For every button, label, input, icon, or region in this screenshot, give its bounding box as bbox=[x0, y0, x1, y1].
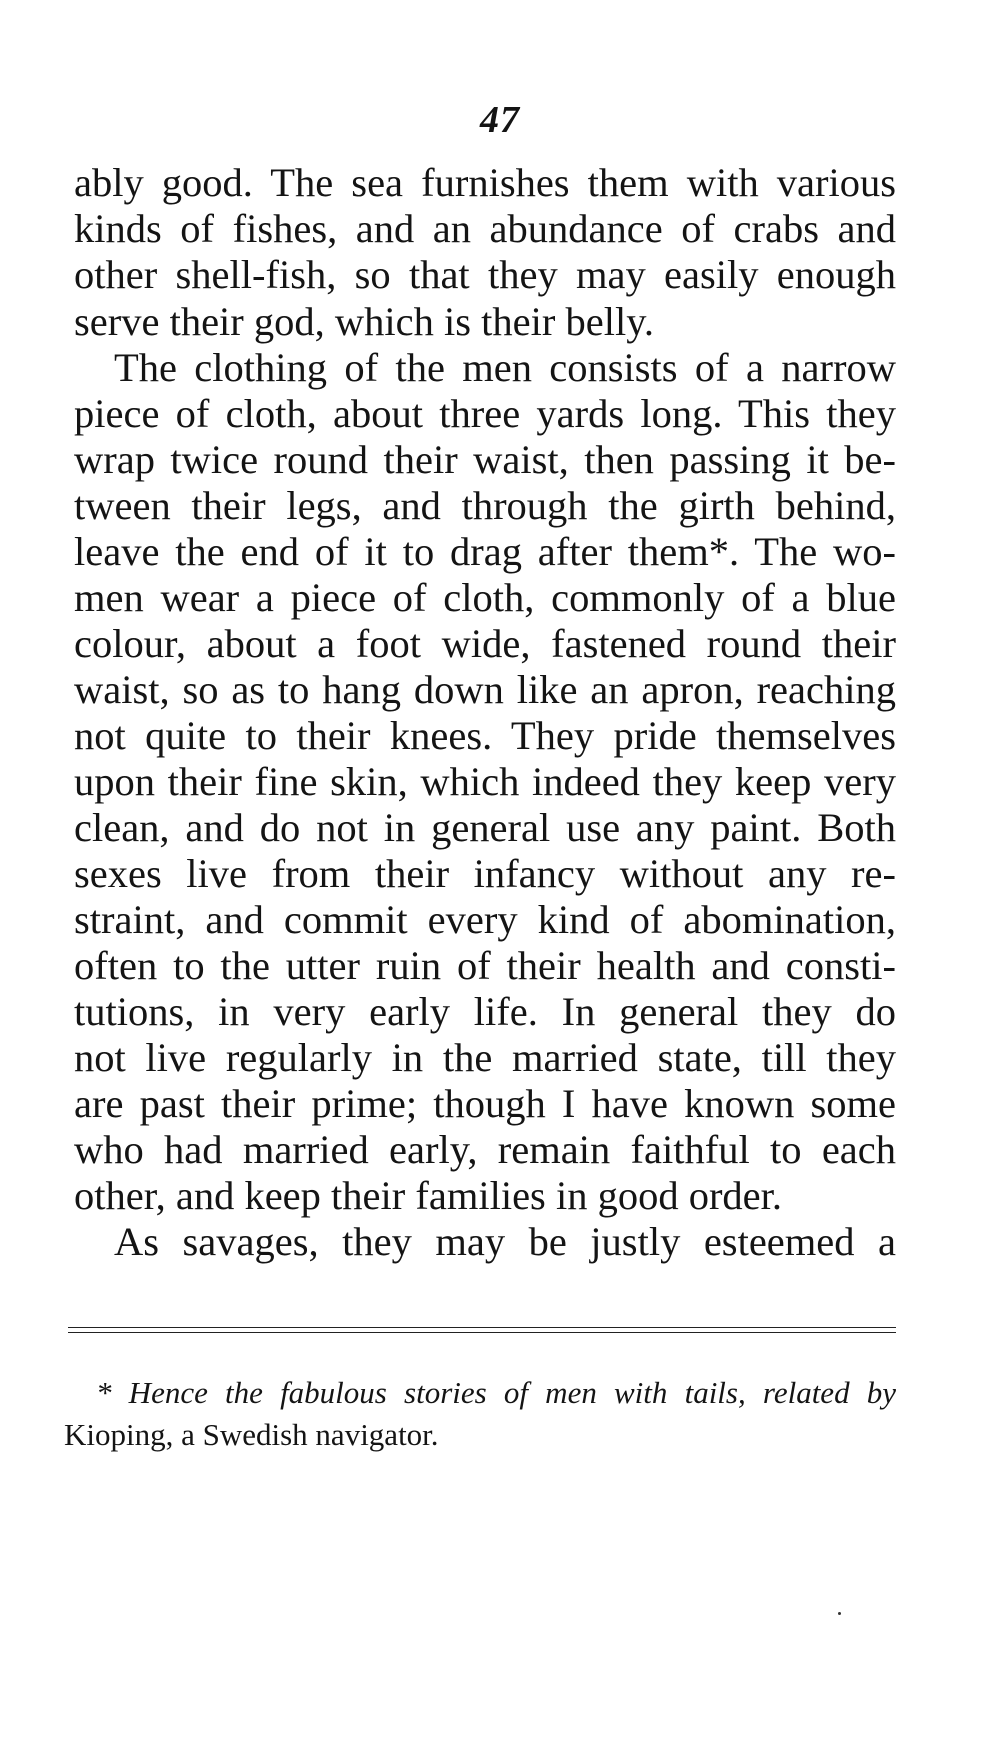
paragraph-start-line: As savages, they may be justly esteemed a bbox=[114, 1219, 896, 1264]
page-number: 47 bbox=[480, 99, 520, 141]
text-line: waist, so as to hang down like an apron, reaching bbox=[74, 667, 896, 712]
text-line: ably good. The sea furnishes them with various bbox=[74, 160, 896, 205]
text-line: are past their prime; though I have known some bbox=[74, 1081, 896, 1126]
footnote-line: * Hence the fabulous stories of men with tails, related by bbox=[96, 1375, 896, 1410]
footnote-line: Kioping, a Swedish navigator. bbox=[64, 1417, 439, 1452]
text-line: colour, about a foot wide, fastened round their bbox=[74, 621, 896, 666]
footnote-rule bbox=[68, 1327, 896, 1328]
text-line: often to the utter ruin of their health and consti- bbox=[74, 943, 896, 988]
text-line: straint, and commit every kind of abomination, bbox=[74, 897, 896, 942]
text-line: clean, and do not in general use any paint. Both bbox=[74, 805, 896, 850]
text-line: not quite to their knees. They pride themselves bbox=[74, 713, 896, 758]
text-line: other shell-fish, so that they may easily enough bbox=[74, 252, 896, 297]
text-line: other, and keep their families in good order. bbox=[74, 1173, 783, 1218]
text-line: piece of cloth, about three yards long. This they bbox=[74, 391, 896, 436]
text-line: tween their legs, and through the girth behind, bbox=[74, 483, 896, 528]
text-line: kinds of fishes, and an abundance of crabs and bbox=[74, 206, 896, 251]
text-line: serve their god, which is their belly. bbox=[74, 299, 654, 344]
text-line: men wear a piece of cloth, commonly of a blue bbox=[74, 575, 896, 620]
text-line: who had married early, remain faithful to each bbox=[74, 1127, 896, 1172]
text-line: wrap twice round their waist, then passing it be- bbox=[74, 437, 896, 482]
text-line: tutions, in very early life. In general they do bbox=[74, 989, 896, 1034]
text-line: leave the end of it to drag after them*. The wo- bbox=[74, 529, 896, 574]
text-line: sexes live from their infancy without any re- bbox=[74, 851, 896, 896]
printer-mark bbox=[838, 1612, 841, 1615]
text-line: upon their fine skin, which indeed they keep very bbox=[74, 759, 896, 804]
text-line: not live regularly in the married state, till they bbox=[74, 1035, 896, 1080]
footnote-rule-double bbox=[68, 1332, 896, 1333]
paragraph-start-line: The clothing of the men consists of a narrow bbox=[114, 345, 896, 390]
